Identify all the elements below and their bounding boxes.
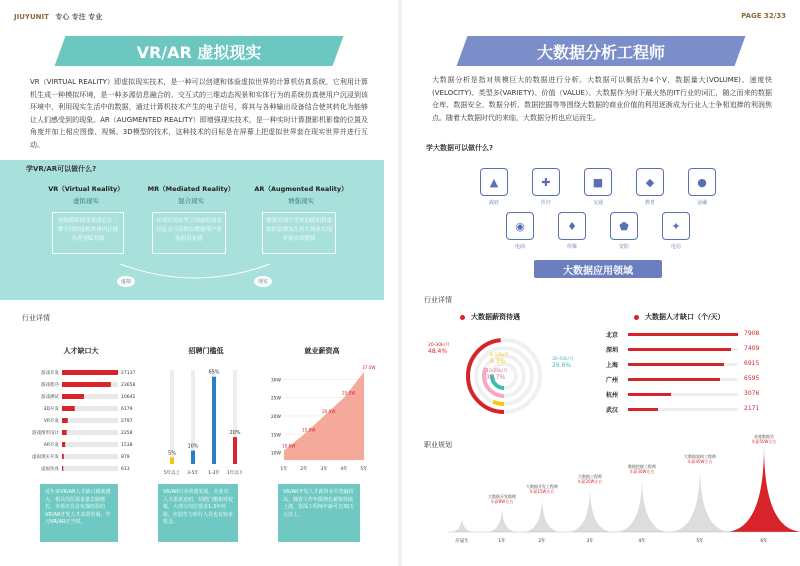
chart3-point-label: 10.6W xyxy=(282,443,296,449)
chart1-value-label: 10641 xyxy=(121,395,136,400)
chart3-category-label: 1年 xyxy=(280,467,288,472)
gap-value-label: 6915 xyxy=(744,360,760,367)
mr-card-title xyxy=(141,184,241,205)
career-salary-label: 年薪30W左右 xyxy=(629,469,655,474)
telecom-icon: ✦ xyxy=(662,212,690,240)
finance-icon: ● xyxy=(688,168,716,196)
application-label: 医疗 xyxy=(540,200,551,206)
career-peak xyxy=(452,516,472,532)
gap-bar xyxy=(628,393,671,396)
chart1-bar xyxy=(62,454,64,459)
chart2-value-label: 5% xyxy=(168,450,176,457)
brand-slogan: 专心 专注 专业 xyxy=(55,13,103,21)
gap-value-label: 2171 xyxy=(744,405,760,412)
chart3-text: VR/AR开发人才薪资水平普遍较高，随着工作年限增长薪资持续上涨，资深工程师年薪可达30万元以上。 xyxy=(278,484,360,542)
chart2-value-label: 20% xyxy=(229,430,241,437)
application-label: 教育 xyxy=(644,200,655,206)
chart1-bar xyxy=(62,406,75,411)
media-icon: ♦ xyxy=(558,212,586,240)
career-salary-label: 年薪40W左右 xyxy=(687,459,713,464)
chart3-category-label: 4年 xyxy=(340,467,348,472)
chart2-category-label: 1年以下 xyxy=(226,471,244,476)
bigdata-intro-text: 大数据分析是指对规模巨大的数据进行分析。大数据可以概括为4个V，数据量大(VOLUME)、速度快(VELOCITY)、类型多(VARIETY)、价值（VALUE）。大数据作为时下最火热的IT行业的词汇，随之而来的数据仓库、数据安全、数据分析、数据挖掘等等围绕大数据的商业价值的利用逐渐成为行业人士争相追捧的利润焦点。随着大数据时代的来临，大数据分析也应运而生。 xyxy=(432,76,772,122)
career-year-label: 2年 xyxy=(538,539,546,544)
gap-bar xyxy=(628,363,724,366)
career-year-label: 1年 xyxy=(498,539,506,544)
chart2-category-label: 1-3年 xyxy=(208,471,220,476)
chart2-bar-track xyxy=(191,370,195,464)
salary-heading xyxy=(460,312,520,322)
chart2-value-label: 65% xyxy=(208,369,220,376)
career-role-label: 首席数据官 xyxy=(754,434,774,439)
chart1-value-label: 27137 xyxy=(121,371,136,376)
vr-card-desc: 电脑模拟使用者感官在三维空间的虚拟世界内让使用者身临其境 xyxy=(52,212,124,254)
salary-percent-label: 6.3% xyxy=(490,358,506,365)
chart3-point-label: 20.0W xyxy=(322,409,336,414)
page-number: 32/33 xyxy=(763,12,786,20)
vr-card-cn: 虚拟现实 xyxy=(73,197,99,205)
gap-value-label: 7409 xyxy=(744,345,760,352)
vr-card-en: VR（Virtual Reality） xyxy=(48,185,124,193)
chart1-bar xyxy=(62,442,65,447)
chart3-y-tick: 20W xyxy=(270,415,281,420)
chart1-text: 近年来VR/AR人才缺口越来越大，相关岗位需求量急剧增长，市场对具有实战经验的VR/AR开发人才求贤若渴，学习VR/AR正当时。 xyxy=(40,484,118,542)
chart2-category-label: 5年以上 xyxy=(163,471,181,476)
gap-title: 大数据人才缺口（个/天） xyxy=(645,313,725,321)
salary-category-label: 8-10k/月 xyxy=(490,353,509,358)
gap-value-label: 7908 xyxy=(744,330,760,337)
chart1-category-label: 游戏开发 xyxy=(41,371,59,376)
gap-bar xyxy=(628,348,731,351)
chart1-bar-chart xyxy=(18,364,148,476)
page-indicator xyxy=(741,12,786,20)
gap-city-label: 上海 xyxy=(606,362,619,369)
medical-icon: ✚ xyxy=(532,168,560,196)
chart1-value-label: 879 xyxy=(121,455,130,460)
chart3-category-label: 3年 xyxy=(320,467,328,472)
career-year-label: 6年 xyxy=(760,539,768,544)
mr-card-cn: 混合现实 xyxy=(178,197,204,205)
chart1-value-label: 2258 xyxy=(121,431,133,436)
bigdata-page-title: 大数据分析工程师 xyxy=(536,42,665,62)
ar-card-title xyxy=(246,184,356,205)
chart1-category-label: 3D开发 xyxy=(43,407,59,412)
chart1-title: 人才缺口大 xyxy=(63,347,99,355)
ar-card-en: AR（Augmented Reality） xyxy=(254,185,348,193)
gap-bar xyxy=(628,408,658,411)
career-salary-label: 年薪20W左右 xyxy=(577,479,603,484)
career-peak xyxy=(616,476,668,532)
chart1-bar xyxy=(62,430,67,435)
education-icon: ◆ xyxy=(636,168,664,196)
career-role-label: 大数据架构工程师 xyxy=(684,454,716,459)
gap-city-label: 深圳 xyxy=(606,347,619,354)
chart3-y-tick: 30W xyxy=(270,378,281,384)
salary-dot xyxy=(460,315,465,320)
chart1-bar-track xyxy=(62,442,118,447)
oval-virtual: 虚拟 xyxy=(117,276,135,287)
vr-card-title xyxy=(36,184,136,205)
career-peak xyxy=(488,506,516,532)
salary-category-label: 10-20k/月 xyxy=(486,369,508,374)
application-label: 政府 xyxy=(488,200,499,206)
salary-category-label: 30-50k/月 xyxy=(552,357,574,362)
page-label: PAGE xyxy=(741,12,762,20)
right-page xyxy=(402,0,800,566)
chart1-value-label: 613 xyxy=(121,467,130,472)
career-role-label: 大数据开发助理 xyxy=(488,494,516,499)
chart1-bar xyxy=(62,370,118,375)
gap-bar xyxy=(628,333,738,336)
chart1-category-label: VR开发 xyxy=(43,419,59,424)
chart3-y-tick: 15W xyxy=(270,433,281,439)
gap-heading xyxy=(634,312,725,322)
career-salary-label: 年薪8W左右 xyxy=(490,499,514,504)
career-year-label: 应届生 xyxy=(455,539,469,544)
career-role-label: 大数据开发工程师 xyxy=(526,484,558,489)
chart2-title: 招聘门槛低 xyxy=(188,347,224,355)
chart3-point-label: 25.0W xyxy=(342,390,356,396)
chart3-area-chart xyxy=(262,360,374,480)
mr-card-en: MR（Mediated Reality） xyxy=(147,185,235,193)
chart3-y-tick: 25W xyxy=(270,396,281,402)
application-label: 金融 xyxy=(696,200,707,206)
government-icon: ▲ xyxy=(480,168,508,196)
chart1-bar xyxy=(62,466,63,471)
chart1-bar-track xyxy=(62,430,118,435)
salary-title: 大数据薪资待遇 xyxy=(471,313,520,321)
career-peak xyxy=(726,446,800,532)
application-label: 电商 xyxy=(514,244,525,250)
chart3-title: 就业薪资高 xyxy=(304,347,340,355)
salary-percent-label: 31.7% xyxy=(486,374,506,381)
vr-title-banner xyxy=(60,36,338,66)
application-label: 交通 xyxy=(592,200,603,206)
vr-ar-arc xyxy=(110,252,280,292)
gap-city-label: 北京 xyxy=(606,332,619,339)
security-icon: ⬟ xyxy=(610,212,638,240)
transport-icon: ■ xyxy=(584,168,612,196)
chart2-bar-chart xyxy=(158,360,254,480)
gap-city-label: 杭州 xyxy=(606,392,619,399)
salary-category-label: 20-30k/月 xyxy=(428,343,450,348)
career-peak xyxy=(524,496,560,532)
chart1-value-label: 2797 xyxy=(121,419,133,424)
bigdata-industry-label: 行业详情 xyxy=(424,296,452,304)
bigdata-question: 学大数据可以做什么? xyxy=(426,144,494,152)
career-salary-label: 年薪50W左右 xyxy=(751,439,777,444)
ecommerce-icon: ◉ xyxy=(506,212,534,240)
vr-question: 学VR/AR可以做什么? xyxy=(26,165,97,173)
application-label: 电信 xyxy=(670,244,681,250)
vr-intro-text: VR（VIRTUAL REALITY）即虚拟现实技术，是一种可以创建和体验虚拟世界的计算机仿真系统，它利用计算机生成一种模拟环境，是一种多源信息融合的、交互式的三维动态视景和实体行为的系统仿真使用户沉浸到该环境中，利用现实生活中的数据，通过计算机技术产生的电子信号，将其与各种输出设备结合使其转化为能够让人们感受到的现象。AR（AUGMENTED REALITY）即增强现实技术，是一种实时计算摄影机影像的位置及角度并加上相应图像、视频、3D模型的技术，这种技术的目标是在屏幕上把虚拟世界套在现实世界并进行互动。 xyxy=(30,78,368,149)
gap-bar xyxy=(628,378,720,381)
chart3-point-label: 15.0W xyxy=(302,427,316,433)
chart1-category-label: 游戏程序 xyxy=(41,383,59,388)
chart2-bar xyxy=(233,437,237,464)
chart1-value-label: 23658 xyxy=(121,383,136,388)
mr-card-desc: 在现实场景里呈现虚拟场景信息交互反馈以增强用户体验的真实感 xyxy=(152,212,226,254)
application-label: 传媒 xyxy=(566,244,577,250)
career-title: 职业规划 xyxy=(424,441,452,449)
career-year-label: 5年 xyxy=(696,539,704,544)
chart1-bar xyxy=(62,382,111,387)
chart1-bar-track xyxy=(62,466,118,471)
brand-name: JIUYUNIT xyxy=(14,13,49,21)
gap-city-label: 广州 xyxy=(606,377,619,384)
ar-card-cn: 增强现实 xyxy=(288,197,314,205)
chart2-text: VR/AR行业快速发展，企业对人才需求迫切，招聘门槛相对较低，大部分岗位要求1-3年经验，应届生与转行人员也有较多机会。 xyxy=(158,484,238,542)
chart1-category-label: 游戏图形设计 xyxy=(32,431,59,436)
career-salary-label: 年薪15W左右 xyxy=(529,489,555,494)
bigdata-apply-label: 大数据应用领域 xyxy=(534,260,662,278)
application-label: 安防 xyxy=(618,244,629,250)
career-year-label: 3年 xyxy=(586,539,594,544)
gap-value-label: 6595 xyxy=(744,375,760,382)
gap-city-label: 武汉 xyxy=(606,407,619,414)
chart1-category-label: AR开发 xyxy=(43,443,59,448)
bigdata-title-banner xyxy=(462,36,740,66)
brand-left xyxy=(14,12,102,22)
vr-industry-label: 行业详情 xyxy=(22,314,50,322)
arc-line xyxy=(120,264,270,278)
career-chart xyxy=(448,434,788,550)
gap-value-label: 3076 xyxy=(744,390,760,397)
career-year-label: 4年 xyxy=(638,539,646,544)
chart2-bar xyxy=(191,451,195,464)
chart1-category-label: 虚拟现实开发 xyxy=(32,455,59,460)
chart1-bar xyxy=(62,394,84,399)
salary-percent-label: 26.6% xyxy=(552,362,572,369)
chart2-bar xyxy=(212,377,216,464)
career-role-label: 大数据工程师 xyxy=(578,474,602,479)
salary-percent-label: 48.4% xyxy=(428,348,448,355)
salary-ring-chart xyxy=(424,326,594,428)
career-role-label: 数据挖掘工程师 xyxy=(628,464,656,469)
chart1-category-label: 虚拟仿真 xyxy=(41,467,59,472)
chart1-value-label: 1538 xyxy=(121,443,133,448)
chart1-bar-track xyxy=(62,418,118,423)
career-peak xyxy=(568,486,612,532)
ar-card-desc: 增强对现实世界的感知将虚拟信息叠加在真实场景实现对现实的增强 xyxy=(262,212,336,254)
gap-dot xyxy=(634,315,639,320)
chart3-point-label: 37.0W xyxy=(362,365,376,370)
vr-page-title: VR/AR 虚拟现实 xyxy=(136,42,262,62)
chart2-value-label: 10% xyxy=(187,443,199,450)
chart1-bar xyxy=(62,418,68,423)
chart3-category-label: 2年 xyxy=(300,467,308,472)
career-peak xyxy=(670,466,730,532)
chart1-category-label: 游戏测试 xyxy=(41,395,59,400)
chart1-value-label: 6179 xyxy=(121,407,133,412)
chart3-y-tick: 10W xyxy=(270,451,281,457)
chart3-category-label: 5年 xyxy=(360,467,368,472)
chart1-bar-track xyxy=(62,454,118,459)
chart2-category-label: 3-5年 xyxy=(187,471,199,476)
oval-reality: 现实 xyxy=(254,276,272,287)
chart2-bar xyxy=(170,457,174,464)
left-page xyxy=(0,0,398,566)
